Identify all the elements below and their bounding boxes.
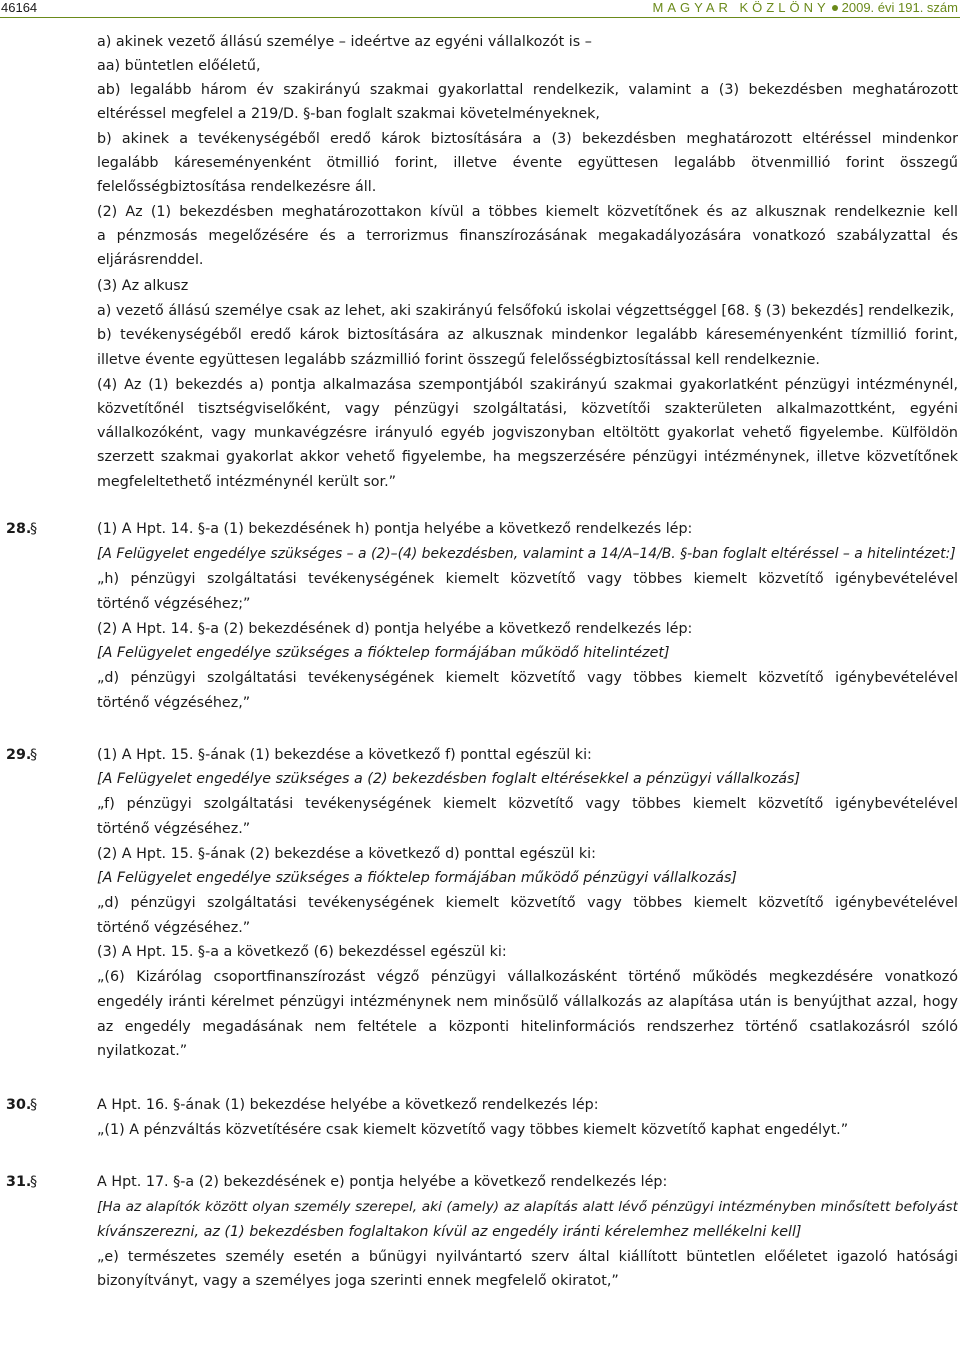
publication-info	[653, 0, 958, 16]
text-line: történő végzéséhez,”	[97, 695, 251, 711]
section-sign: §	[30, 1174, 38, 1190]
text-line: történő végzéséhez;”	[97, 596, 251, 612]
text-line: [A Felügyelet engedélye szükséges – a (2)–(4) bekezdésben, valamint a 14/A–14/B. §-ban foglalt eltéréssel – a hitelintézet:]	[97, 546, 956, 562]
text-line: b) akinek a tevékenységéből eredő károk biztosítására a (3) bekezdésben meghatározott eltéréssel mindenkor	[97, 131, 958, 147]
publication-title: MAGYAR KÖZLÖNY	[652, 0, 830, 15]
text-line: [A Felügyelet engedélye szükséges a fióktelep formájában működő hitelintézet]	[97, 645, 670, 661]
text-line: a) akinek vezető állású személye – ideértve az egyéni vállalkozót is –	[97, 34, 592, 50]
text-line: szerzett szakmai gyakorlat akkor vehető figyelembe, ha megszerzésére pénzügyi intézménynek, illetve közvetítőnek	[97, 449, 958, 465]
section-sign: §	[30, 521, 38, 537]
text-line: történő végzéséhez.”	[97, 821, 251, 837]
text-line: (1) A Hpt. 15. §-ának (1) bekezdése a következő f) ponttal egészül ki:	[97, 747, 592, 763]
text-line: ab) legalább három év szakirányú szakmai gyakorlattal rendelkezik, valamint a (3) bekezdésben meghatározott	[97, 82, 958, 98]
issue-number: 2009. évi 191. szám	[841, 0, 958, 15]
text-line: A Hpt. 17. §-a (2) bekezdésének e) pontja helyébe a következő rendelkezés lép:	[97, 1174, 668, 1190]
text-line: vállalkozóként, vagy munkavégzésre irányuló egyéb jogviszonyban eltöltött gyakorlat vehető figyelembe. Külföldön	[97, 425, 958, 441]
header-rule	[0, 17, 960, 18]
text-line: kívánszerezni, az (1) bekezdésben foglaltakon kívül az engedély iránti kérelemhez mellékelni kell]	[97, 1224, 802, 1240]
text-line: „d) pénzügyi szolgáltatási tevékenységének kiemelt közvetítő vagy többes kiemelt közvetítő igénybevételével	[97, 670, 958, 686]
text-line: (1) A Hpt. 14. §-a (1) bekezdésének h) pontja helyébe a következő rendelkezés lép:	[97, 521, 693, 537]
section-sign: §	[30, 1097, 38, 1113]
text-line: illetve évente együttesen legalább százmillió forint összegű felelősségbiztosítással kell rendelkeznie.	[97, 352, 820, 368]
text-line: megfeleltethető intézménynél került sor.”	[97, 474, 397, 490]
text-line: „d) pénzügyi szolgáltatási tevékenységének kiemelt közvetítő vagy többes kiemelt közvetítő igénybevételével	[97, 895, 958, 911]
text-line: eljárásrenddel.	[97, 252, 204, 268]
text-line: (3) Az alkusz	[97, 278, 189, 294]
text-line: engedély iránti kérelmet pénzügyi intézménynek nem minősülő vállalkozás az alapítása után is benyújthat azzal, hogy	[97, 994, 958, 1010]
text-line: [Ha az alapítók között olyan személy szerepel, aki (amely) az alapítás alatt lévő pénzügyi intézményben minősített befolyást	[97, 1199, 958, 1215]
page-header	[0, 0, 960, 18]
text-line: történő végzéséhez.”	[97, 920, 251, 936]
section-sign: §	[30, 747, 38, 763]
text-line: (3) A Hpt. 15. §-a a következő (6) bekezdéssel egészül ki:	[97, 944, 507, 960]
text-line: b) tevékenységéből eredő károk biztosítására az alkusznak mindenkor legalább káreseményenként tízmillió forint,	[97, 327, 958, 343]
text-line: eltéréssel megfelel a 219/D. §-ban foglalt szakmai követelményeknek,	[97, 106, 600, 122]
separator-dot-icon	[832, 5, 838, 11]
text-line: a pénzmosás megelőzésére és a terrorizmus finanszírozásának megakadályozására vonatkozó szabályzattal és	[97, 228, 958, 244]
text-line: az engedély megadásának nem feltétele a központi hitelinformációs rendszerhez történő csatlakozásról szóló	[97, 1019, 958, 1035]
text-line: (2) Az (1) bekezdésben meghatározottakon kívül a többes kiemelt közvetítőnek és az alkusznak rendelkeznie kell	[97, 204, 958, 220]
text-line: „(6) Kizárólag csoportfinanszírozást végző pénzügyi vállalkozásként történő működés megkezdésére vonatkozó	[97, 969, 958, 985]
page-number: 46164	[1, 0, 38, 15]
text-line: „h) pénzügyi szolgáltatási tevékenységének kiemelt közvetítő vagy többes kiemelt közvetítő igénybevételével	[97, 571, 958, 587]
text-line: [A Felügyelet engedélye szükséges a (2) bekezdésben foglalt eltérésekkel a pénzügyi vállalkozás]	[97, 771, 801, 787]
section-number: 28.	[6, 521, 32, 537]
text-line: (2) A Hpt. 15. §-ának (2) bekezdése a következő d) ponttal egészül ki:	[97, 846, 596, 862]
text-line: „(1) A pénzváltás közvetítésére csak kiemelt közvetítő vagy többes kiemelt közvetítő kaphat engedélyt.”	[97, 1122, 849, 1138]
section-number: 29.	[6, 747, 32, 763]
text-line: A Hpt. 16. §-ának (1) bekezdése helyébe a következő rendelkezés lép:	[97, 1097, 599, 1113]
text-line: felelősségbiztosítása rendelkezésre áll.	[97, 179, 377, 195]
text-line: „f) pénzügyi szolgáltatási tevékenységének kiemelt közvetítő vagy többes kiemelt közvetítő igénybevételével	[97, 796, 958, 812]
text-line: nyilatkozat.”	[97, 1043, 188, 1059]
text-line: a) vezető állású személye csak az lehet, aki szakirányú felsőfokú iskolai végzettséggel [68. § (3) bekezdés] rendelkezik,	[97, 303, 955, 319]
text-line: legalább káreseményenként ötmillió forint, illetve évente együttesen legalább ötvenmillió forint összegű	[97, 155, 958, 171]
text-line: (2) A Hpt. 14. §-a (2) bekezdésének d) pontja helyébe a következő rendelkezés lép:	[97, 621, 693, 637]
text-line: bizonyítványt, vagy a személyes joga szerinti ennek megfelelő okiratot,”	[97, 1273, 619, 1289]
text-line: [A Felügyelet engedélye szükséges a fióktelep formájában működő pénzügyi vállalkozás]	[97, 870, 738, 886]
text-line: aa) büntetlen előéletű,	[97, 58, 261, 74]
text-line: közvetítőnél tisztségviselőként, vagy pénzügyi szolgáltatási, közvetítői szakterületen alkalmazottként, egyéni	[97, 401, 958, 417]
section-number: 30.	[6, 1097, 32, 1113]
text-line: (4) Az (1) bekezdés a) pontja alkalmazása szempontjából szakirányú szakmai gyakorlatként pénzügyi intézménynél,	[97, 377, 958, 393]
section-number: 31.	[6, 1174, 32, 1190]
text-line: „e) természetes személy esetén a bűnügyi nyilvántartó szerv által kiállított büntetlen előéletet igazoló hatósági	[97, 1249, 958, 1265]
